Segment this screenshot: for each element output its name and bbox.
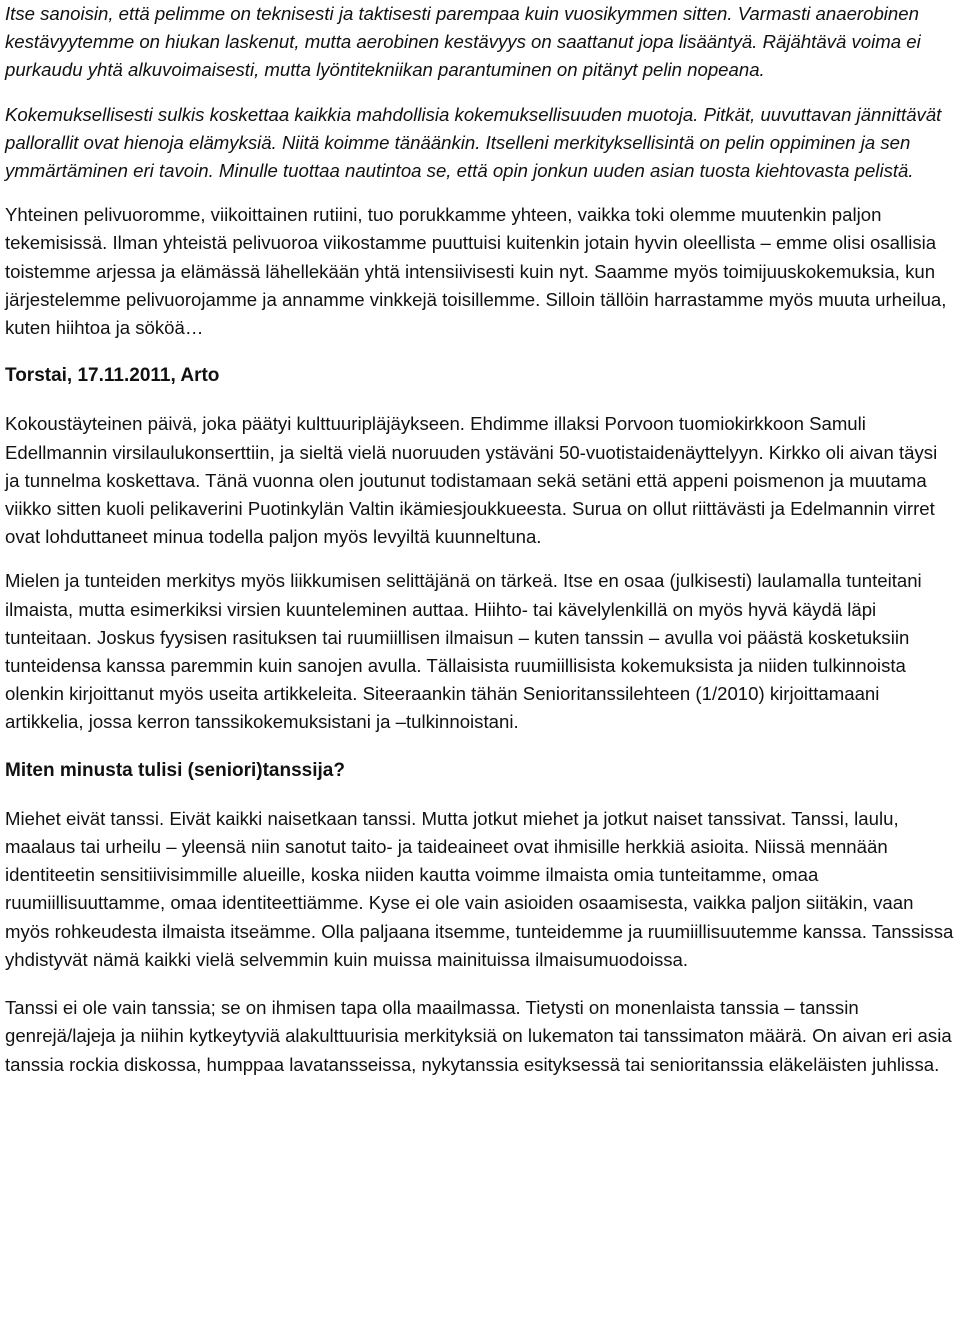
paragraph-badminton-experience: Kokemuksellisesti sulkis koskettaa kaikkia mahdollisia kokemuksellisuuden muotoja. Pitkät, uuvuttavan jännittävät pallorallit ovat hienoja elämyksiä. Niitä koimme tänäänkin. Itselleni merkityksellisintä on pelin oppiminen ja sen ymmärtäminen eri tavoin. Minulle tuottaa nautintoa se, että opin jonkun uuden asian tuosta kiehtovasta pelistä. [5,103,942,182]
paragraph-shared-routine: Yhteinen pelivuoromme, viikoittainen rutiini, tuo porukkamme yhteen, vaikka toki olemme muutenkin paljon tekemisissä. Ilman yhteistä pelivuoroa viikostamme puuttuisi kuitenkin jotain hyvin oleellista – emme olisi osallisia toistemme arjessa ja elämässä lähellekään yhtä intensiivisesti kuin nyt. Saamme myös toimijuuskokemuksia, kun järjestelemme pelivuorojamme ja annamme vinkkejä toisillemme. Silloin tällöin harrastamme myös muuta urheilua, kuten hiihtoa ja sököä… [5,204,947,339]
paragraph-dance-way-of-being: Tanssi ei ole vain tanssia; se on ihmisen tapa olla maailmassa. Tietysti on monenlaista tanssia – tanssin genrejä/lajeja ja niihin kytkeytyviä alakulttuurisia merkityksiä on lukematon tai tanssimaton määrä. On aivan eri asia tanssia rockia diskossa, humppaa lavatansseissa, nykytanssia esityksessä tai senioritanssia eläkeläisten juhlissa. [5,997,952,1075]
section-heading-senior-dance: Miten minusta tulisi (seniori)tanssija? [5,759,345,781]
paragraph-emotions-movement: Mielen ja tunteiden merkitys myös liikkumisen selittäjänä on tärkeä. Itse en osaa (julkisesti) laulamalla tunteitani ilmaista, mutta esimerkiksi virsien kuunteleminen auttaa. Hiihto- tai kävelylenkillä on myös hyvä käydä läpi tunteitaan. Joskus fyysisen rasituksen tai ruumiillisen ilmaisun – kuten tanssin – avulla voi päästä kosketuksiin tunteidensa kanssa paremmin kuin sanojen avulla. Tällaisista ruumiillisista kokemuksista ja niiden tulkinnoista olenkin kirjoittanut myös useita artikkeleita. Siteeraankin tähän Senioritanssilehteen (1/2010) kirjoittamaani artikkelia, jossa kerron tanssikokemuksistani ja –tulkinnoistani. [5,570,922,733]
paragraph-badminton-skill: Itse sanoisin, että pelimme on teknisesti ja taktisesti parempaa kuin vuosikymmen sitten. Varmasti anaerobinen kestävyytemme on hiukan laskenut, mutta aerobinen kestävyys on saattanut jopa lisääntyä. Räjähtävä voima ei purkaudu yhtä alkuvoimaisesti, mutta lyöntitekniikan parantuminen on pitänyt pelin nopeana. [5,3,921,81]
entry-date-heading: Torstai, 17.11.2011, Arto [5,365,220,387]
document-page [5,0,955,1079]
paragraph-concert-day: Kokoustäyteinen päivä, joka päätyi kulttuuripläjäykseen. Ehdimme illaksi Porvoon tuomiokirkkoon Samuli Edellmannin virsilaulukonserttiin, ja sieltä vielä nuoruuden ystäväni 50-vuotistaidenäyttelyyn. Kirkko oli aivan täysi ja tunnelma koskettava. Tänä vuonna olen joutunut todistamaan sekä setäni että appeni poismenon ja muutama viikko sitten kuoli pelikaverini Puotinkylän Valtin ikämiesjoukkueesta. Surua on ollut riittävästi ja Edelmannin virret ovat lohduttaneet minua todella paljon myös levyiltä kuunneltuna. [5,413,938,548]
paragraph-who-dances: Miehet eivät tanssi. Eivät kaikki naisetkaan tanssi. Mutta jotkut miehet ja jotkut naiset tanssivat. Tanssi, laulu, maalaus tai urheilu – yleensä niin sanotut taito- ja taideaineet ovat ihmisille herkkiä asioita. Niissä mennään identiteetin sensitiivisimmille alueille, koska niiden kautta voimme ilmaista omia tunteitamme, omaa ruumiillisuuttamme, omaa identiteettiämme. Kyse ei ole vain asioiden osaamisesta, vaikka paljon siitäkin, vaan myös rohkeudesta ilmaista itseämme. Olla paljaana itsemme, tunteidemme ja ruumiillisuutemme kanssa. Tanssissa yhdistyvät nämä kaikki vielä selvemmin kuin muissa mainituissa ilmaisumuodoissa. [5,807,954,970]
